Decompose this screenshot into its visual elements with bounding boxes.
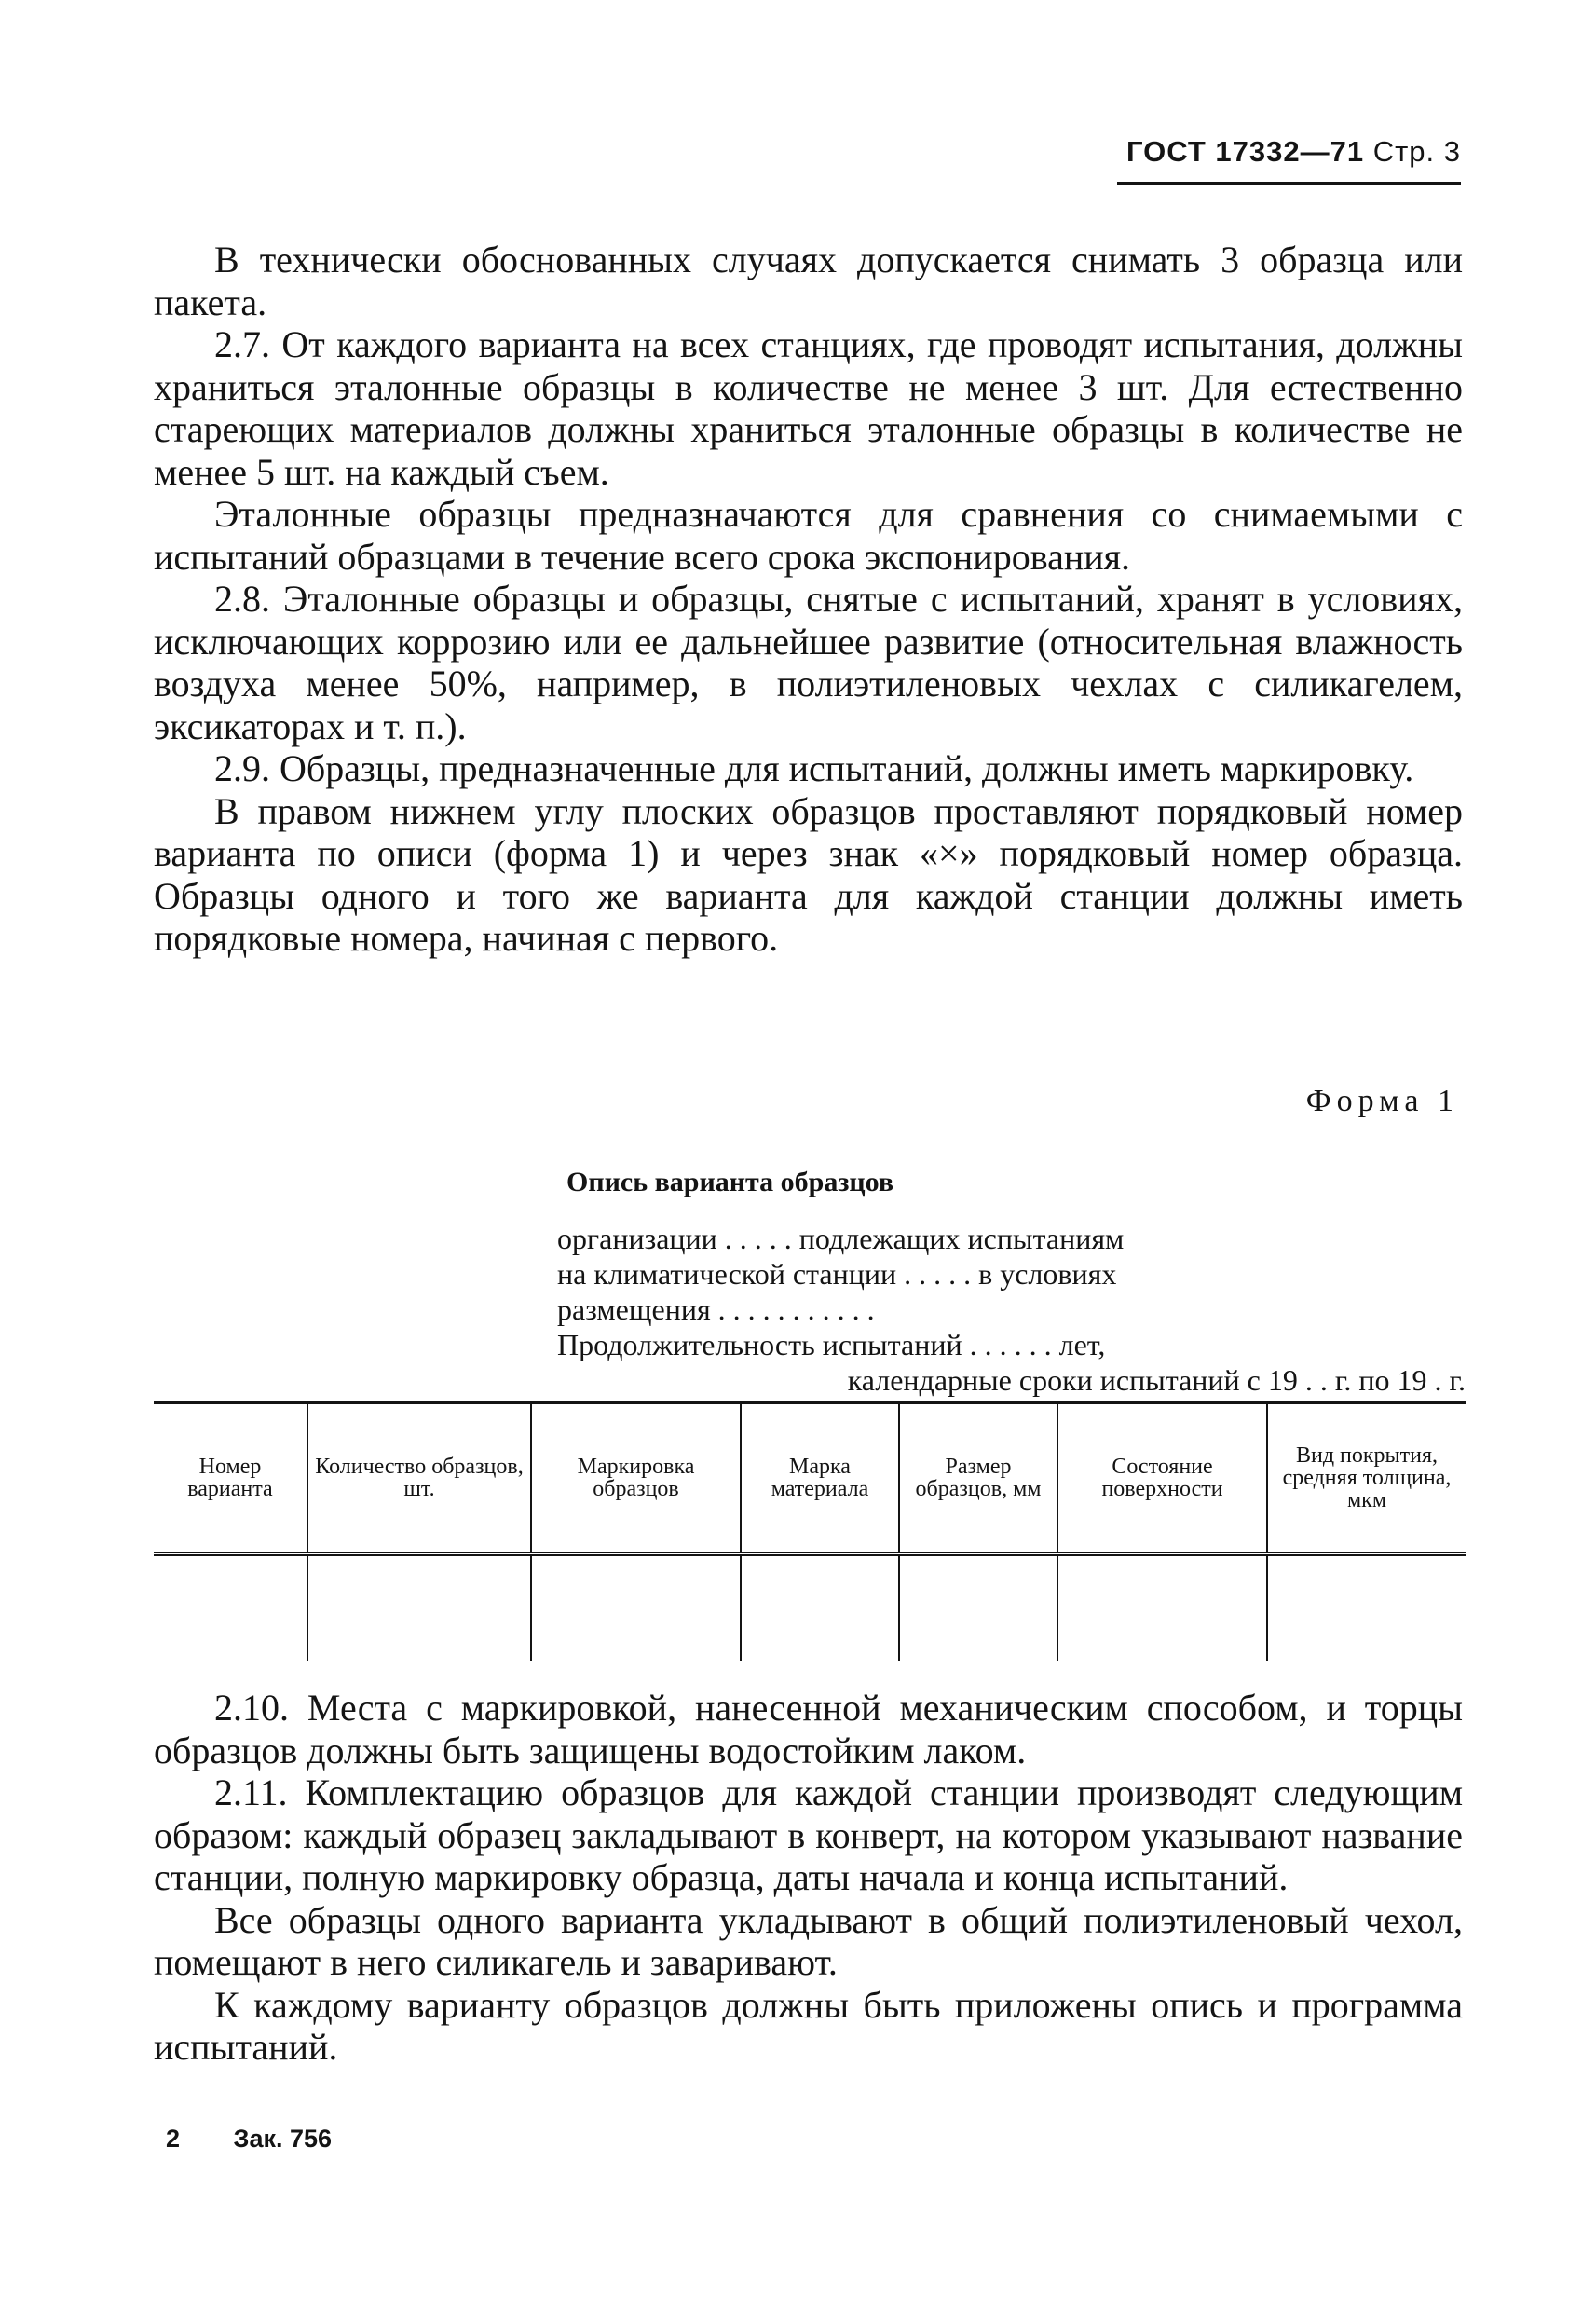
form-label: Форма 1 — [1305, 1084, 1459, 1118]
form-line: Продолжительность испытаний . . . . . . лет, — [557, 1328, 1106, 1361]
paragraph-2-10: 2.10. Места с маркировкой, нанесенной механическим способом, и торцы образцов должны быть защищены водостойким лаком. — [154, 1687, 1463, 1771]
paragraph-2-9: 2.9. Образцы, предназначенные для испытаний, должны иметь маркировку. — [214, 747, 1414, 789]
paragraph: Эталонные образцы предназначаются для сравнения со снимаемыми с испытаний образцами в течение всего срока экспонирования. — [154, 493, 1463, 578]
form-line: организации . . . . . подлежащих испытаниям — [557, 1222, 1125, 1255]
form-title: Опись варианта образцов — [566, 1167, 894, 1197]
page-header — [1117, 135, 1461, 185]
column-header: Вид покрытия, средняя толщина, мкм — [1267, 1402, 1466, 1554]
table-header-row — [154, 1402, 1466, 1554]
paragraph: В правом нижнем углу плоских образцов проставляют порядковый номер варианта по описи (форма 1) и через знак «×» порядковый номер образца. Образцы одного и того же варианта для каждой станции должны иметь порядковые номера, начиная с первого. — [154, 789, 1463, 959]
form-line: на климатической станции . . . . . в условиях — [557, 1257, 1117, 1291]
table-cell — [1267, 1554, 1466, 1661]
page-footer — [166, 2125, 332, 2154]
form-line: размещения . . . . . . . . . . . — [557, 1292, 875, 1326]
paragraph-2-8: 2.8. Эталонные образцы и образцы, снятые с испытаний, хранят в условиях, исключающих коррозию или ее дальнейшее развитие (относительная влажность воздуха менее 50%, например, в полиэтиленовых чехлах с силикагелем, эксикаторах и т. п.). — [154, 578, 1463, 747]
body-text-top — [154, 239, 1463, 960]
table-cell — [1057, 1554, 1267, 1661]
standard-number: ГОСТ 17332—71 — [1125, 135, 1365, 168]
form-line: календарные сроки испытаний с 19 . . г. по 19 . г. — [847, 1363, 1466, 1397]
order-number: Зак. 756 — [233, 2125, 333, 2153]
paragraph-2-11: 2.11. Комплектацию образцов для каждой станции производят следующим образом: каждый образец закладывают в конверт, на котором указывают название станции, полную маркировку образца, даты начала и конца испытаний. — [154, 1771, 1463, 1898]
body-text-bottom — [154, 1687, 1463, 2069]
table-cell — [741, 1554, 899, 1661]
paragraph: К каждому варианту образцов должны быть приложены опись и программа испытаний. — [154, 1983, 1463, 2068]
form-fields — [557, 1221, 1466, 1398]
table-cell — [899, 1554, 1057, 1661]
column-header: Количество образцов, шт. — [307, 1402, 531, 1554]
column-header: Марка материала — [741, 1402, 899, 1554]
column-header: Размер образцов, мм — [899, 1402, 1057, 1554]
column-header: Состояние поверхности — [1057, 1402, 1267, 1554]
paragraph: Все образцы одного варианта укладывают в общий полиэтиленовый чехол, помещают в него силикагель и заваривают. — [154, 1898, 1463, 1983]
column-header: Номер варианта — [154, 1402, 307, 1554]
table-cell — [154, 1554, 307, 1661]
page-number: Стр. 3 — [1372, 135, 1461, 168]
table-cell — [307, 1554, 531, 1661]
sheet-number: 2 — [166, 2125, 181, 2153]
paragraph-2-7: 2.7. От каждого варианта на всех станциях, где проводят испытания, должны храниться эталонные образцы в количестве не менее 3 шт. Для естественно стареющих материалов должны храниться эталонные образцы в количестве не менее 5 шт. на каждый съем. — [154, 323, 1463, 493]
table-row — [154, 1554, 1466, 1661]
paragraph: В технически обоснованных случаях допускается снимать 3 образца или пакета. — [154, 239, 1463, 323]
column-header: Маркировка образцов — [531, 1402, 741, 1554]
table-cell — [531, 1554, 741, 1661]
inventory-table — [154, 1401, 1466, 1661]
